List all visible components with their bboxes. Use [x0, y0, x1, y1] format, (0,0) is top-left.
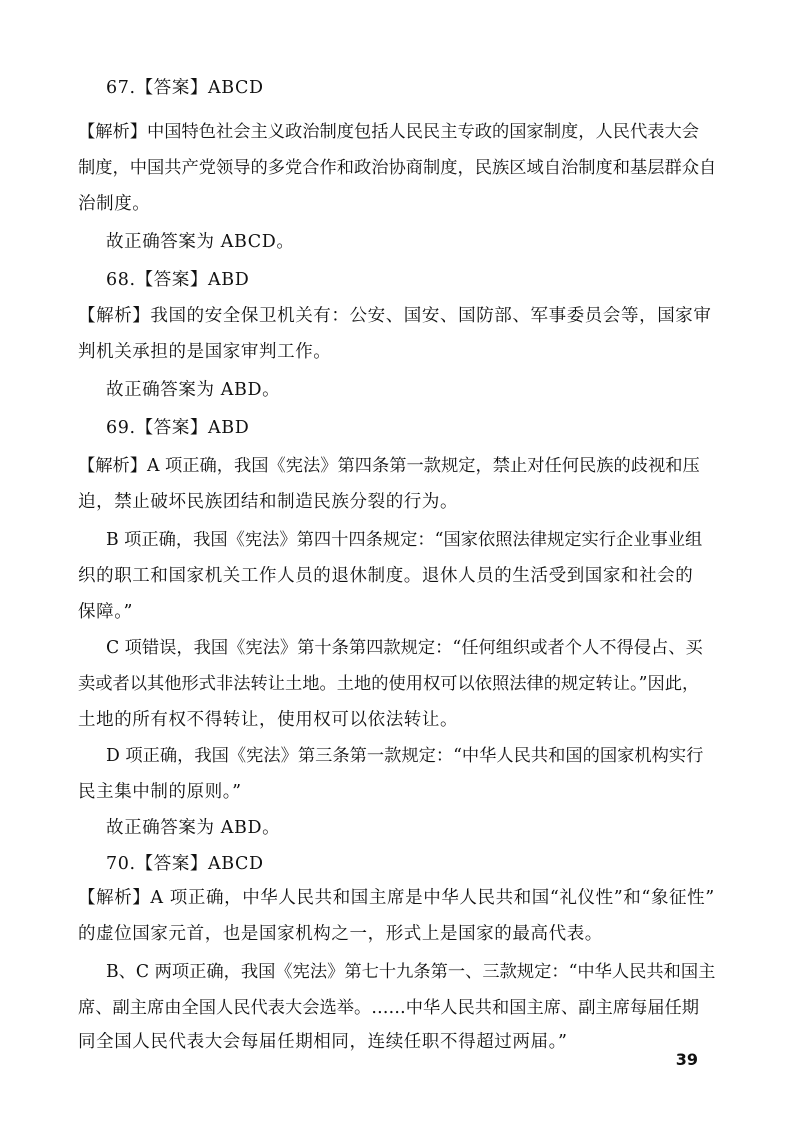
analysis-69-b-line-1: B 项正确，我国《宪法》第四十四条规定：“国家依照法律规定实行企业事业组 — [106, 530, 703, 550]
analysis-69-d-line-1: D 项正确，我国《宪法》第三条第一款规定：“中华人民共和国的国家机构实行 — [106, 746, 704, 766]
analysis-68-line-1: 【解析】我国的安全保卫机关有：公安、国安、国防部、军事委员会等，国家审 — [78, 306, 712, 326]
analysis-69-c-line-1: C 项错误，我国《宪法》第十条第四款规定：“任何组织或者个人不得侵占、买 — [106, 638, 703, 658]
analysis-67-line-3: 治制度。 — [78, 194, 151, 214]
analysis-70-bc-line-3: 同全国人民代表大会每届任期相同，连续任职不得超过两届。” — [78, 1032, 568, 1052]
analysis-68-line-2: 判机关承担的是国家审判工作。 — [78, 342, 332, 362]
analysis-69-b-line-2: 织的职工和国家机关工作人员的退休制度。退休人员的生活受到国家和社会的 — [78, 566, 694, 586]
analysis-69-c-line-2: 卖或者以其他形式非法转让土地。土地的使用权可以依照法律的规定转让。”因此， — [78, 674, 700, 694]
answer-67-heading: 67.【答案】ABCD — [106, 78, 264, 98]
conclusion-67: 故正确答案为 ABCD。 — [106, 232, 295, 252]
analysis-69-d-line-2: 民主集中制的原则。” — [78, 782, 242, 802]
analysis-69-c-line-3: 土地的所有权不得转让，使用权可以依法转让。 — [78, 710, 459, 730]
analysis-70-line-2: 的虚位国家元首，也是国家机构之一，形式上是国家的最高代表。 — [78, 924, 603, 944]
analysis-69-line-1: 【解析】A 项正确，我国《宪法》第四条第一款规定，禁止对任何民族的歧视和压 — [78, 456, 700, 476]
conclusion-69: 故正确答案为 ABD。 — [106, 818, 281, 838]
analysis-70-line-1: 【解析】A 项正确，中华人民共和国主席是中华人民共和国“礼仪性”和“象征性” — [78, 888, 715, 908]
analysis-69-line-2: 迫，禁止破坏民族团结和制造民族分裂的行为。 — [78, 492, 459, 512]
analysis-67-line-2: 制度，中国共产党领导的多党合作和政治协商制度，民族区域自治制度和基层群众自 — [78, 158, 717, 178]
analysis-67-line-1: 【解析】中国特色社会主义政治制度包括人民民主专政的国家制度，人民代表大会 — [78, 122, 700, 142]
answer-70-heading: 70.【答案】ABCD — [106, 854, 264, 874]
conclusion-68: 故正确答案为 ABD。 — [106, 380, 281, 400]
analysis-70-bc-line-1: B、C 两项正确，我国《宪法》第七十九条第一、三款规定：“中华人民共和国主 — [106, 962, 716, 982]
analysis-69-b-line-3: 保障。” — [78, 602, 134, 622]
answer-68-heading: 68.【答案】ABD — [106, 270, 250, 290]
answer-69-heading: 69.【答案】ABD — [106, 418, 250, 438]
analysis-70-bc-line-2: 席、副主席由全国人民代表大会选举。……中华人民共和国主席、副主席每届任期 — [78, 998, 700, 1018]
page-number: 39 — [675, 1050, 698, 1069]
